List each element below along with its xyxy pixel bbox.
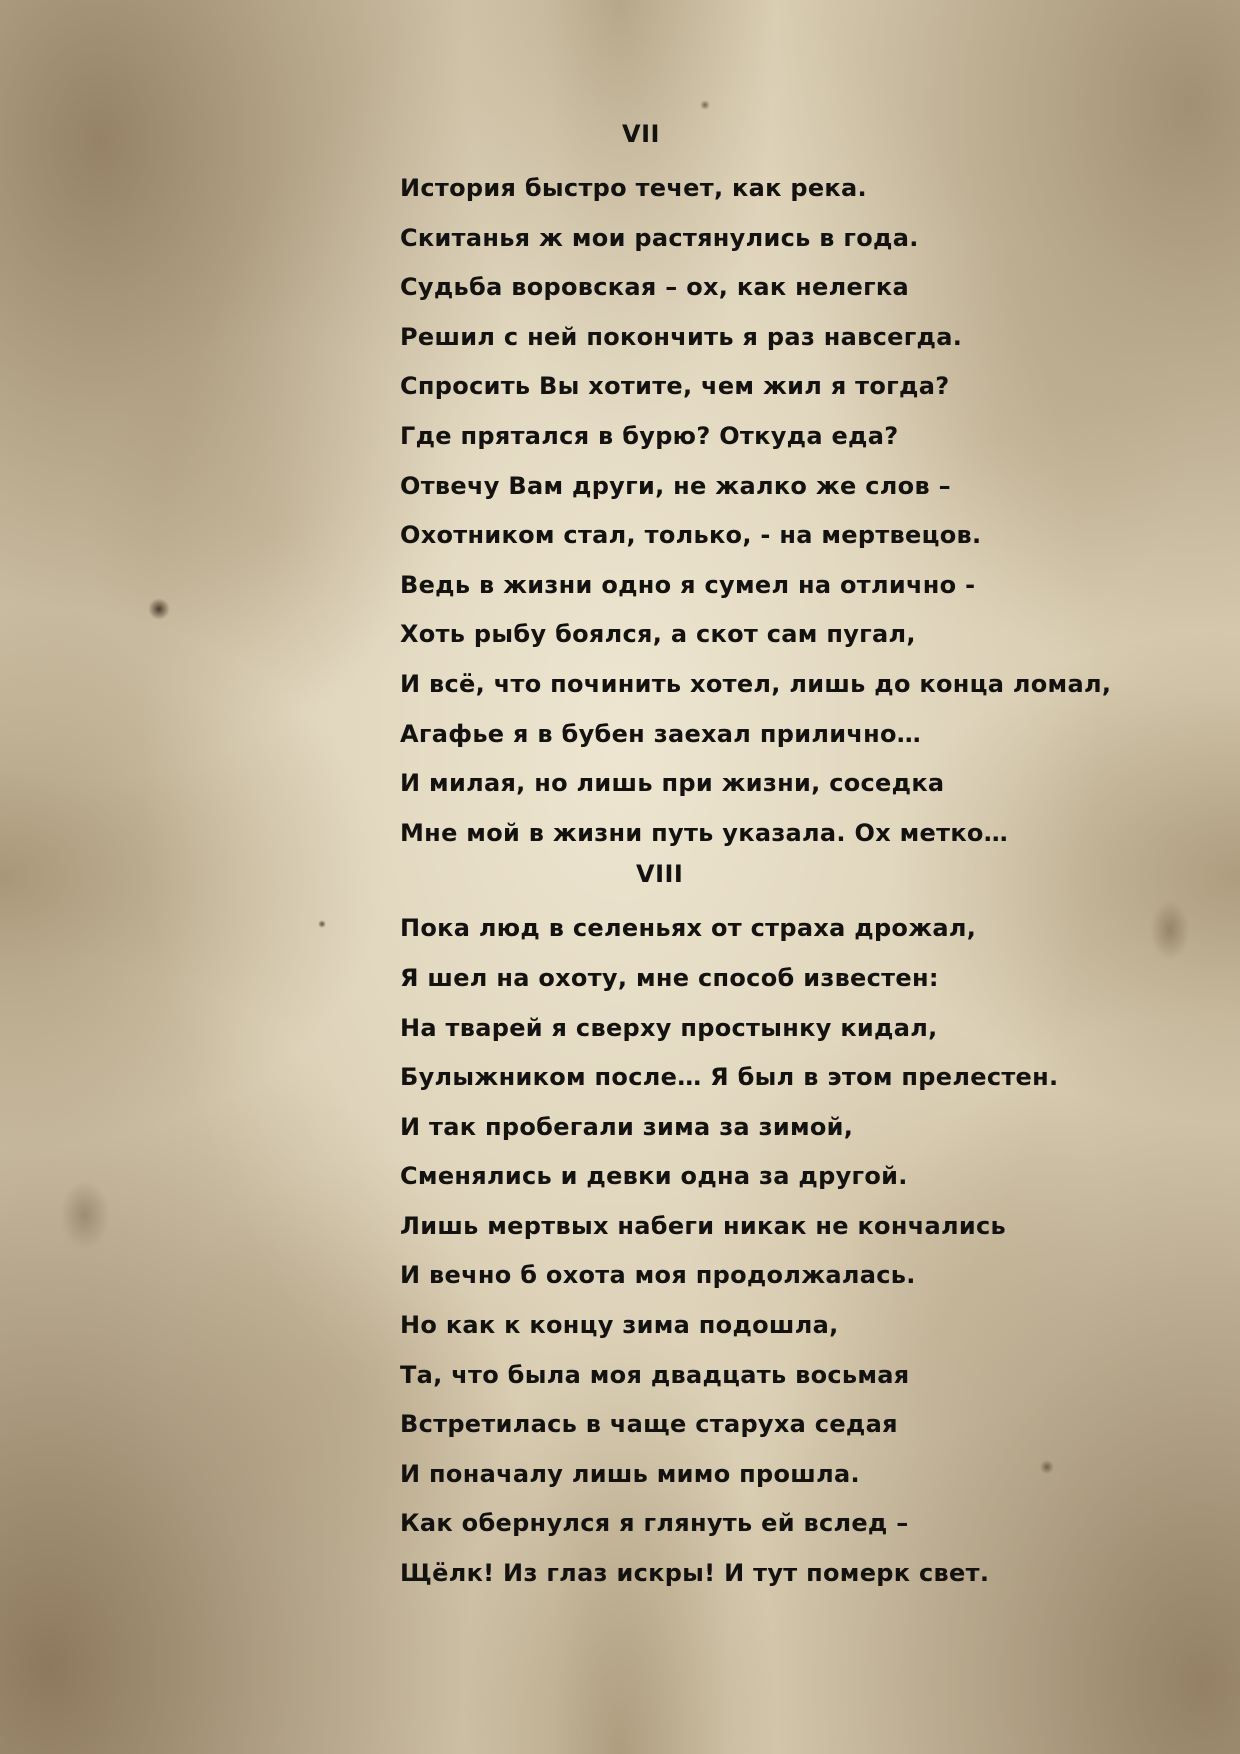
poem-line: На тварей я сверху простынку кидал, bbox=[400, 1013, 938, 1042]
poem-line: И поначалу лишь мимо прошла. bbox=[400, 1459, 860, 1488]
poem-body bbox=[400, 118, 1160, 1599]
poem-line: Я шел на охоту, мне способ известен: bbox=[400, 963, 939, 992]
poem-line: Щёлк! Из глаз искры! И тут померк свет. bbox=[400, 1559, 990, 1588]
poem-line: Спросить Вы хотите, чем жил я тогда? bbox=[400, 372, 950, 401]
poem-line: И милая, но лишь при жизни, соседка bbox=[400, 769, 945, 798]
poem-line: Лишь мертвых набеги никак не кончались bbox=[400, 1211, 1006, 1240]
poem-line: Пока люд в селеньях от страха дрожал, bbox=[400, 914, 977, 943]
poem-line: История быстро течет, как река. bbox=[400, 174, 867, 202]
stanza-viii bbox=[400, 858, 1160, 1598]
poem-line: Встретилась в чаще старуха седая bbox=[400, 1410, 898, 1439]
paper-stain bbox=[318, 920, 326, 928]
poem-line: И всё, что починить хотел, лишь до конца ломал, bbox=[400, 669, 1112, 698]
poem-line: Где прятался в бурю? Откуда еда? bbox=[400, 421, 899, 450]
poem-line: Охотником стал, только, - на мертвецов. bbox=[400, 521, 982, 550]
poem-line: Судьба воровская – ох, как нелегка bbox=[400, 273, 909, 302]
stanza-heading: VIII bbox=[636, 860, 684, 889]
paper-stain bbox=[148, 598, 170, 620]
stanza-vii bbox=[400, 118, 1160, 858]
paper-stain bbox=[60, 1180, 110, 1250]
poem-line: Как обернулся я глянуть ей вслед – bbox=[400, 1509, 909, 1538]
poem-line: Но как к концу зима подошла, bbox=[400, 1311, 839, 1340]
poem-line: И вечно б охота моя продолжалась. bbox=[400, 1261, 916, 1290]
poem-line: Ведь в жизни одно я сумел на отлично - bbox=[400, 570, 976, 599]
poem-line: Хоть рыбу боялся, а скот сам пугал, bbox=[400, 620, 916, 649]
stanza-heading: VII bbox=[622, 120, 660, 148]
poem-line: Решил с ней покончить я раз навсегда. bbox=[400, 322, 963, 351]
poem-line: Булыжником после… Я был в этом прелестен. bbox=[400, 1063, 1059, 1092]
poem-line: Та, что была моя двадцать восьмая bbox=[400, 1360, 910, 1389]
poem-line: Сменялись и девки одна за другой. bbox=[400, 1162, 908, 1191]
poem-line: Агафье я в бубен заехал прилично… bbox=[400, 719, 922, 748]
poem-line: Мне мой в жизни путь указала. Ох метко… bbox=[400, 818, 1009, 847]
poem-line: И так пробегали зима за зимой, bbox=[400, 1112, 854, 1141]
poem-line: Скитанья ж мои растянулись в года. bbox=[400, 223, 919, 252]
poem-line: Отвечу Вам други, не жалко же слов – bbox=[400, 471, 951, 500]
paper-stain bbox=[700, 100, 710, 110]
